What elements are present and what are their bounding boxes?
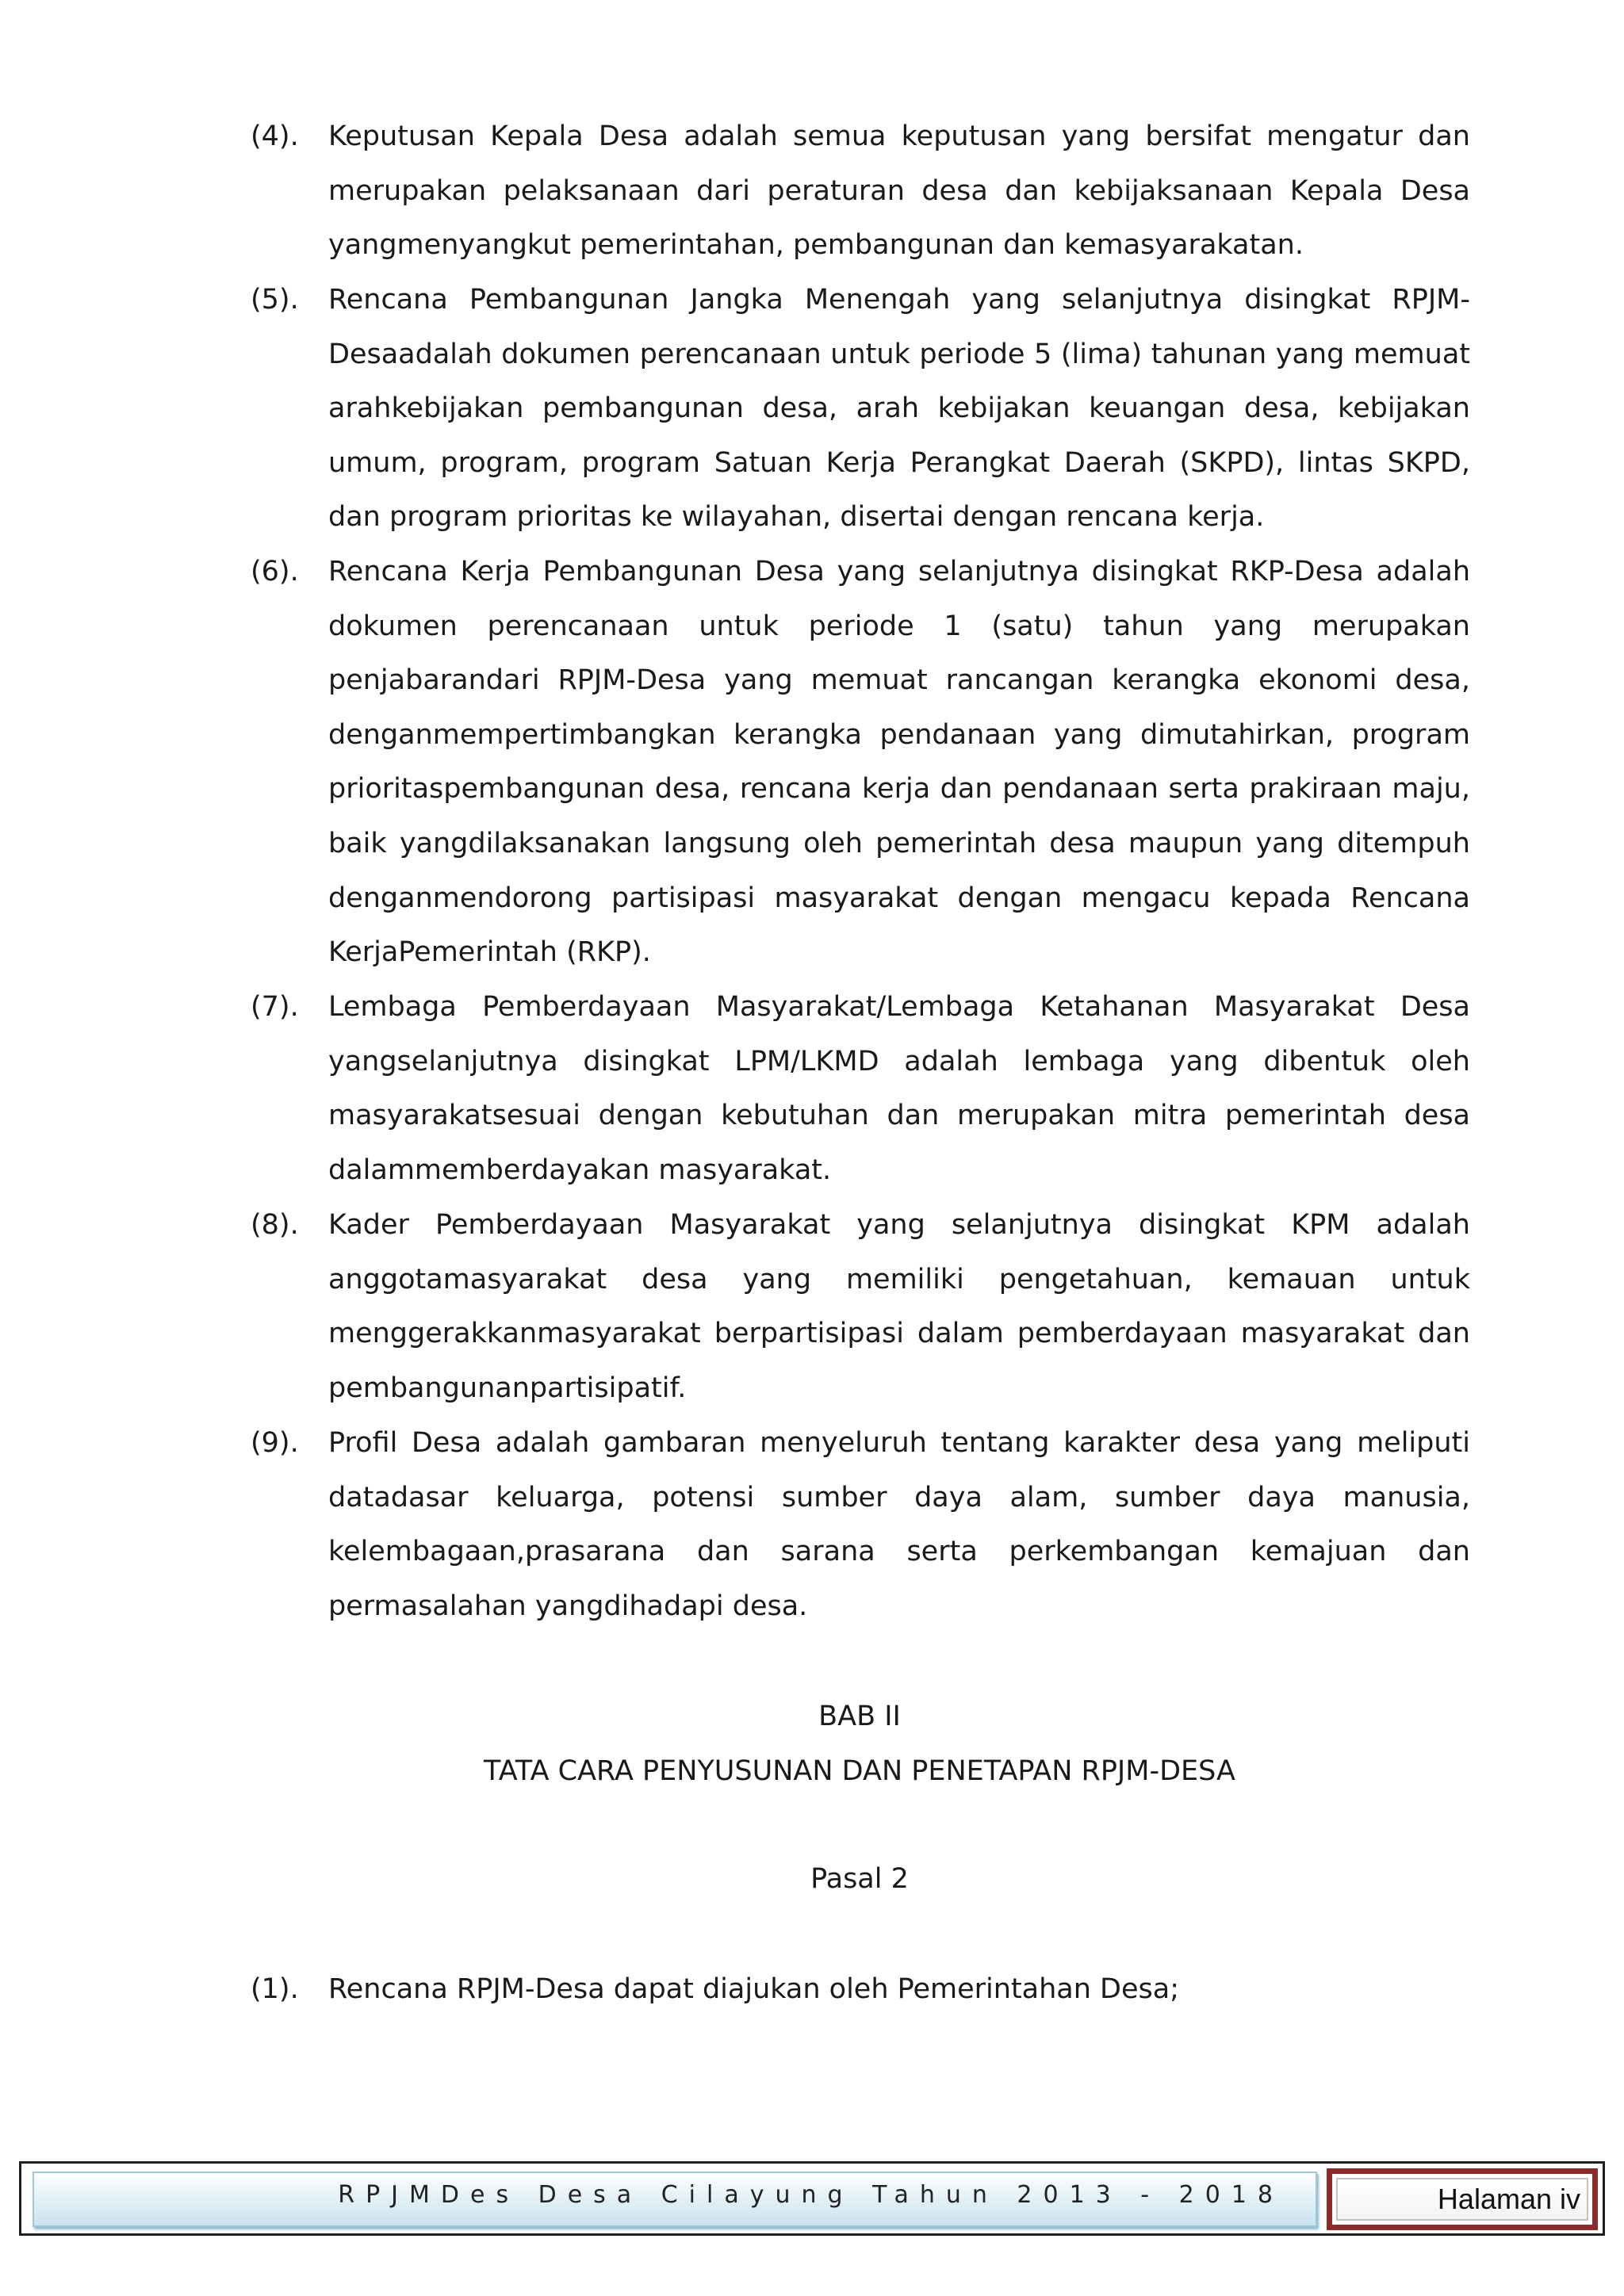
article-heading: Pasal 2 (810, 1863, 909, 1895)
definition-item (251, 109, 1470, 273)
definition-item (251, 1416, 1470, 1633)
footer-banner (33, 2172, 1317, 2227)
definition-item (251, 980, 1470, 1197)
footer-document-title: RPJMDes Desa Cilayung Tahun 2013 - 2018 (338, 2181, 1284, 2209)
page-number-frame (1336, 2178, 1588, 2221)
definition-item (251, 273, 1470, 545)
definition-item (251, 545, 1470, 980)
item-number: (1). (251, 1973, 299, 2005)
item-number: (9). (251, 1427, 299, 1459)
page-number-label: Halaman iv (1437, 2183, 1580, 2215)
page-number-box (1327, 2168, 1598, 2230)
item-number: (6). (251, 556, 299, 587)
item-text: Kader Pemberdayaan Masyarakat yang selanjutnya disingkat KPM adalah anggotamasyarakat desa yang memiliki pengetahuan, kemauan untuk menggerakkanmasyarakat berpartisipasi dalam pemberdayaan masyarakat dan pembangunanpartisipatif. (328, 1209, 1470, 1404)
item-number: (8). (251, 1209, 299, 1241)
article-item (251, 1962, 1470, 2017)
item-text: Rencana Kerja Pembangunan Desa yang selanjutnya disingkat RKP-Desa adalah dokumen perencanaan untuk periode 1 (satu) tahun yang merupakan penjabarandari RPJM-Desa yang memuat rancangan kerangka ekonomi desa, denganmempertimbangkan kerangka pendanaan yang dimutahirkan, program prioritaspembangunan desa, rencana kerja dan pendanaan serta prakiraan maju, baik yangdilaksanakan langsung oleh pemerintah desa maupun yang ditempuh denganmendorong partisipasi masyarakat dengan mengacu kepada Rencana KerjaPemerintah (RKP). (328, 556, 1470, 969)
page-footer (19, 2161, 1605, 2236)
definition-item (251, 1198, 1470, 1415)
item-number: (7). (251, 991, 299, 1023)
item-text: Rencana RPJM-Desa dapat diajukan oleh Pemerintahan Desa; (328, 1973, 1180, 2005)
item-number: (5). (251, 284, 299, 316)
item-text: Lembaga Pemberdayaan Masyarakat/Lembaga Ketahanan Masyarakat Desa yangselanjutnya disingkat LPM/LKMD adalah lembaga yang dibentuk oleh masyarakatsesuai dengan kebutuhan dan merupakan mitra pemerintah desa dalammemberdayakan masyarakat. (328, 991, 1470, 1186)
item-text: Rencana Pembangunan Jangka Menengah yang selanjutnya disingkat RPJM-Desaadalah dokumen perencanaan untuk periode 5 (lima) tahunan yang memuat arahkebijakan pembangunan desa, arah kebijakan keuangan desa, kebijakan umum, program, program Satuan Kerja Perangkat Daerah (SKPD), lintas SKPD, dan program prioritas ke wilayahan, disertai dengan rencana kerja. (328, 284, 1470, 534)
item-text: Keputusan Kepala Desa adalah semua keputusan yang bersifat mengatur dan merupakan pelaksanaan dari peraturan desa dan kebijaksanaan Kepala Desa yangmenyangkut pemerintahan, pembangunan dan kemasyarakatan. (328, 121, 1470, 262)
chapter-title: TATA CARA PENYUSUNAN DAN PENETAPAN RPJM-DESA (484, 1755, 1235, 1787)
item-number: (4). (251, 121, 299, 152)
chapter-heading: BAB II (818, 1701, 901, 1732)
item-text: Profil Desa adalah gambaran menyeluruh tentang karakter desa yang meliputi datadasar keluarga, potensi sumber daya alam, sumber daya manusia, kelembagaan,prasarana dan sarana serta perkembangan kemajuan dan permasalahan yangdihadapi desa. (328, 1427, 1470, 1622)
